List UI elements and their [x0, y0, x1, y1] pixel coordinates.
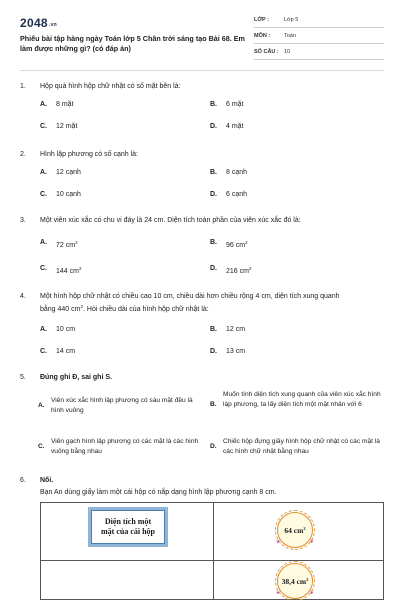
question-4 [20, 292, 384, 367]
table-divider-horizontal [41, 560, 383, 561]
leaf-icon: ❦ [309, 539, 314, 545]
question-stem: 4. Một hình hộp chữ nhật có chiều cao 10 cm, chiều dài hơn chiều rộng 4 cm, diện tích xung quanh bằng 440 $cm^2$. Hỏi chiều dài của hình hộp chữ nhật là: [20, 293, 340, 313]
meta-key: LỚP : [254, 17, 269, 23]
answer-options: A. 10 cm B. 12 cm C. 14 cm D. 13 cm [40, 326, 246, 355]
question-number: 1. [20, 83, 26, 90]
circle-value: 64 $cm^2$ [284, 525, 306, 535]
circle-value: 38,4 $cm^2$ [281, 576, 309, 586]
question-2 [20, 150, 384, 210]
question-1 [20, 82, 384, 142]
question-stem: 1. Hộp quà hình hộp chữ nhật có số mặt bên là: [20, 83, 181, 90]
question-stem: 2. Hình lập phương có số cạnh là: [20, 151, 139, 158]
question-3 [20, 216, 384, 280]
matching-table [40, 502, 384, 600]
header-divider [20, 70, 384, 71]
matching-card-left[interactable] [88, 507, 168, 547]
answer-options: A. 72 $cm^2$ B. 96 $cm^2$ C. 144 $cm^2$ D. 216 $cm^2$ [40, 239, 252, 275]
answer-options: A. 8 mặt B. 6 mặt C. 12 mặt D. 4 mặt [40, 101, 244, 130]
question-stem: 3. Một viên xúc xắc có chu vi đáy là 24 cm. Diện tích toàn phần của viên xúc xắc đó là: [20, 217, 301, 224]
card-text: Diện tích một mặt của cái hộp [101, 517, 155, 536]
question-number: 2. [20, 151, 26, 158]
meta-value: 10 [284, 49, 291, 55]
answer-options: A. 12 cạnh B. 8 cạnh C. 10 cạnh D. 6 cạnh [40, 169, 248, 198]
meta-value: Toán [284, 33, 296, 39]
meta-row-subject [254, 30, 384, 44]
site-logo[interactable]: 2048.vn [20, 16, 58, 30]
question-number: 4. [20, 293, 26, 300]
table-divider-vertical [213, 503, 214, 599]
leaf-icon: ❦ [276, 539, 281, 545]
question-stem: 5. Đúng ghi Đ, sai ghi S. [20, 374, 112, 381]
question-number: 3. [20, 217, 26, 224]
question-stem: 6. Nối. [20, 477, 54, 484]
worksheet-header [20, 14, 384, 60]
card-inner [91, 510, 165, 544]
worksheet-meta [254, 14, 384, 62]
leaf-icon: ❦ [309, 590, 314, 596]
meta-row-question-count [254, 46, 384, 60]
question-number: 5. [20, 374, 26, 381]
meta-key: MÔN : [254, 33, 271, 39]
question-number: 6. [20, 477, 26, 484]
question-6 [20, 476, 384, 498]
matching-circle-2[interactable] [277, 563, 313, 599]
meta-value: Lớp 5 [284, 17, 299, 23]
worksheet-title: Phiếu bài tập hàng ngày Toán lớp 5 Chân trời sáng tạo Bài 68. Em làm được những gì? (có đáp án) [20, 34, 245, 53]
meta-row-grade [254, 14, 384, 28]
matching-circle-1[interactable] [277, 512, 313, 548]
question-5 [20, 373, 384, 383]
meta-key: SỐ CÂU : [254, 49, 279, 55]
question-subtext: Bạn An dùng giấy làm một cái hộp có nắp dạng hình lập phương cạnh 8 cm. [40, 489, 277, 496]
leaf-icon: ❦ [276, 590, 281, 596]
